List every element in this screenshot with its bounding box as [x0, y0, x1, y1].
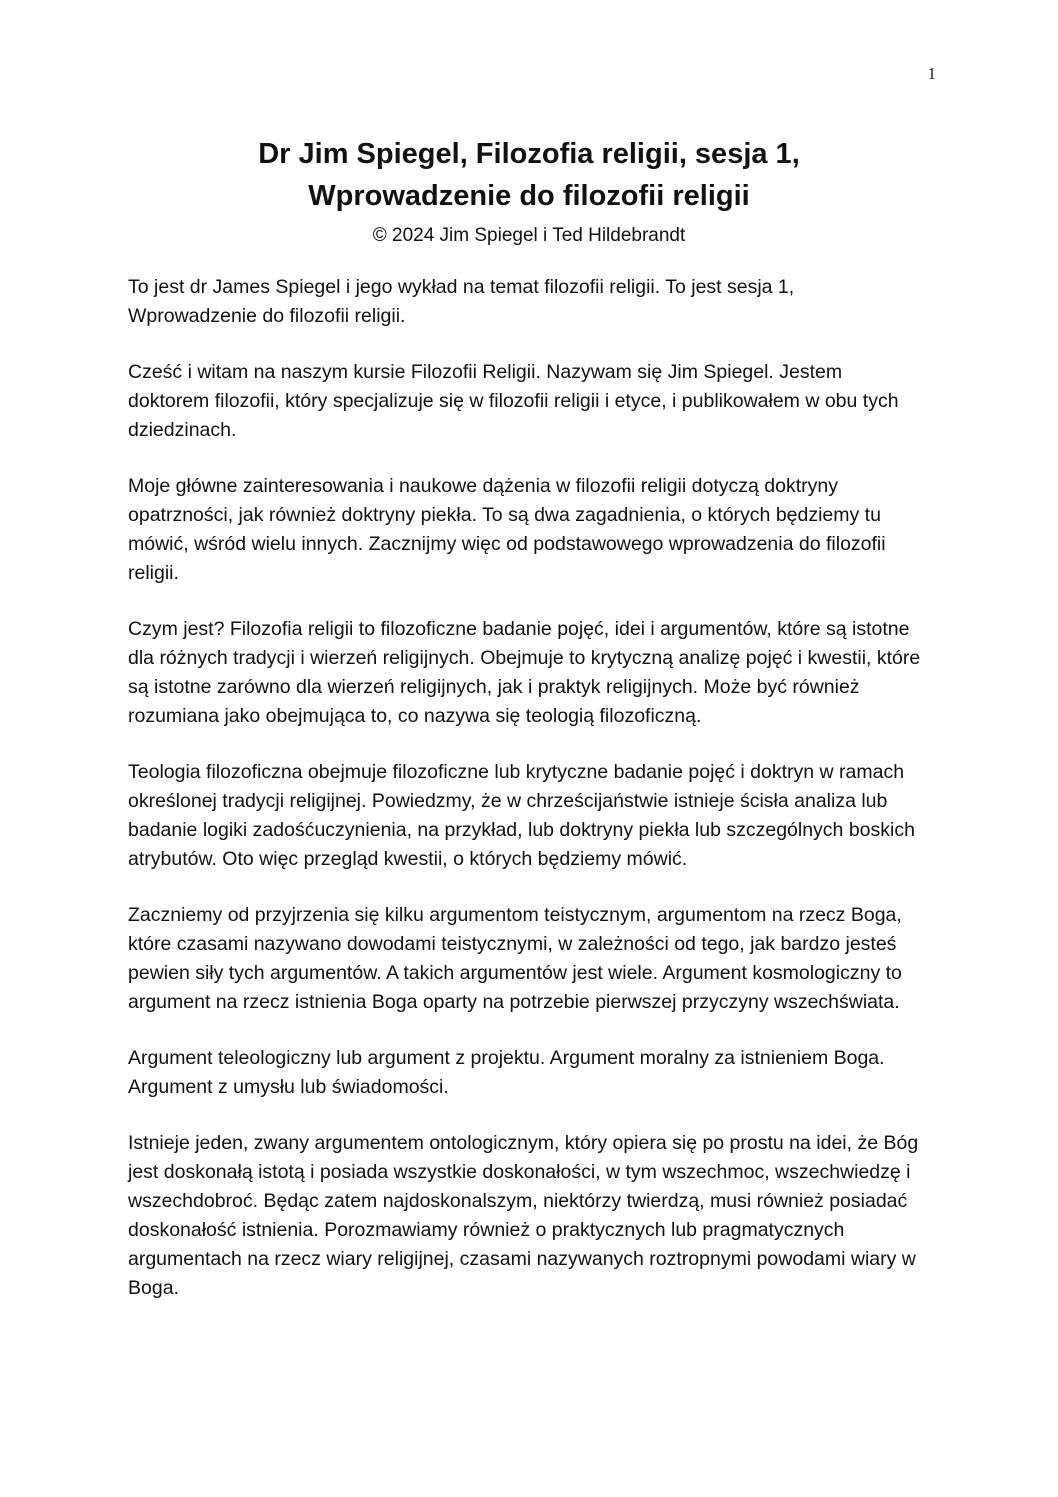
- document-title-line-1: Dr Jim Spiegel, Filozofia religii, sesja 1,: [258, 138, 800, 170]
- paragraph: Cześć i witam na naszym kursie Filozofii Religii. Nazywam się Jim Spiegel. Jestem doktorem filozofii, który specjalizuje się w filozofii religii i etyce, i publikowałem w obu tych dziedzinach.: [128, 361, 899, 441]
- paragraph: Czym jest? Filozofia religii to filozoficzne badanie pojęć, idei i argumentów, które są istotne dla różnych tradycji i wierzeń religijnych. Obejmuje to krytyczną analizę pojęć i kwestii, które są istotne zarówno dla wierzeń religijnych, jak i praktyk religijnych. Może być również rozumiana jako obejmująca to, co nazywa się teologią filozoficzną.: [128, 618, 921, 727]
- paragraph: Moje główne zainteresowania i naukowe dążenia w filozofii religii dotyczą doktryny opatrzności, jak również doktryny piekła. To są dwa zagadnienia, o których będziemy tu mówić, wśród wielu innych. Zacznijmy więc od podstawowego wprowadzenia do filozofii religii.: [128, 475, 886, 584]
- title-block: [0, 133, 1058, 251]
- paragraph: Teologia filozoficzna obejmuje filozoficzne lub krytyczne badanie pojęć i doktryn w ramach określonej tradycji religijnej. Powiedzmy, że w chrześcijaństwie istnieje ścisła analiza lub badanie logiki zadośćuczynienia, na przykład, lub doktryny piekła lub szczególnych boskich atrybutów. Oto więc przegląd kwestii, o których będziemy mówić.: [128, 761, 915, 870]
- document-title-line-2: Wprowadzenie do filozofii religii: [308, 180, 750, 212]
- page-number: 1: [927, 64, 936, 83]
- paragraph: Istnieje jeden, zwany argumentem ontologicznym, który opiera się po prostu na idei, że Bóg jest doskonałą istotą i posiada wszystkie doskonałości, w tym wszechmoc, wszechwiedzę i wszechdobroć. Będąc zatem najdoskonalszym, niektórzy twierdzą, musi również posiadać doskonałość istnienia. Porozmawiamy również o praktycznych lub pragmatycznych argumentach na rzecz wiary religijnej, czasami nazywanych roztropnymi powodami wiary w Boga.: [128, 1132, 919, 1299]
- copyright-notice: © 2024 Jim Spiegel i Ted Hildebrandt: [372, 225, 686, 246]
- paragraph: Zaczniemy od przyjrzenia się kilku argumentom teistycznym, argumentom na rzecz Boga, które czasami nazywano dowodami teistycznymi, w zależności od tego, jak bardzo jesteś pewien siły tych argumentów. A takich argumentów jest wiele. Argument kosmologiczny to argument na rzecz istnienia Boga oparty na potrzebie pierwszej przyczyny wszechświata.: [128, 904, 902, 1013]
- body-text: [128, 273, 928, 1330]
- paragraph: Argument teleologiczny lub argument z projektu. Argument moralny za istnieniem Boga. Argument z umysłu lub świadomości.: [128, 1047, 885, 1098]
- paragraph: To jest dr James Spiegel i jego wykład na temat filozofii religii. To jest sesja 1, Wprowadzenie do filozofii religii.: [128, 276, 795, 327]
